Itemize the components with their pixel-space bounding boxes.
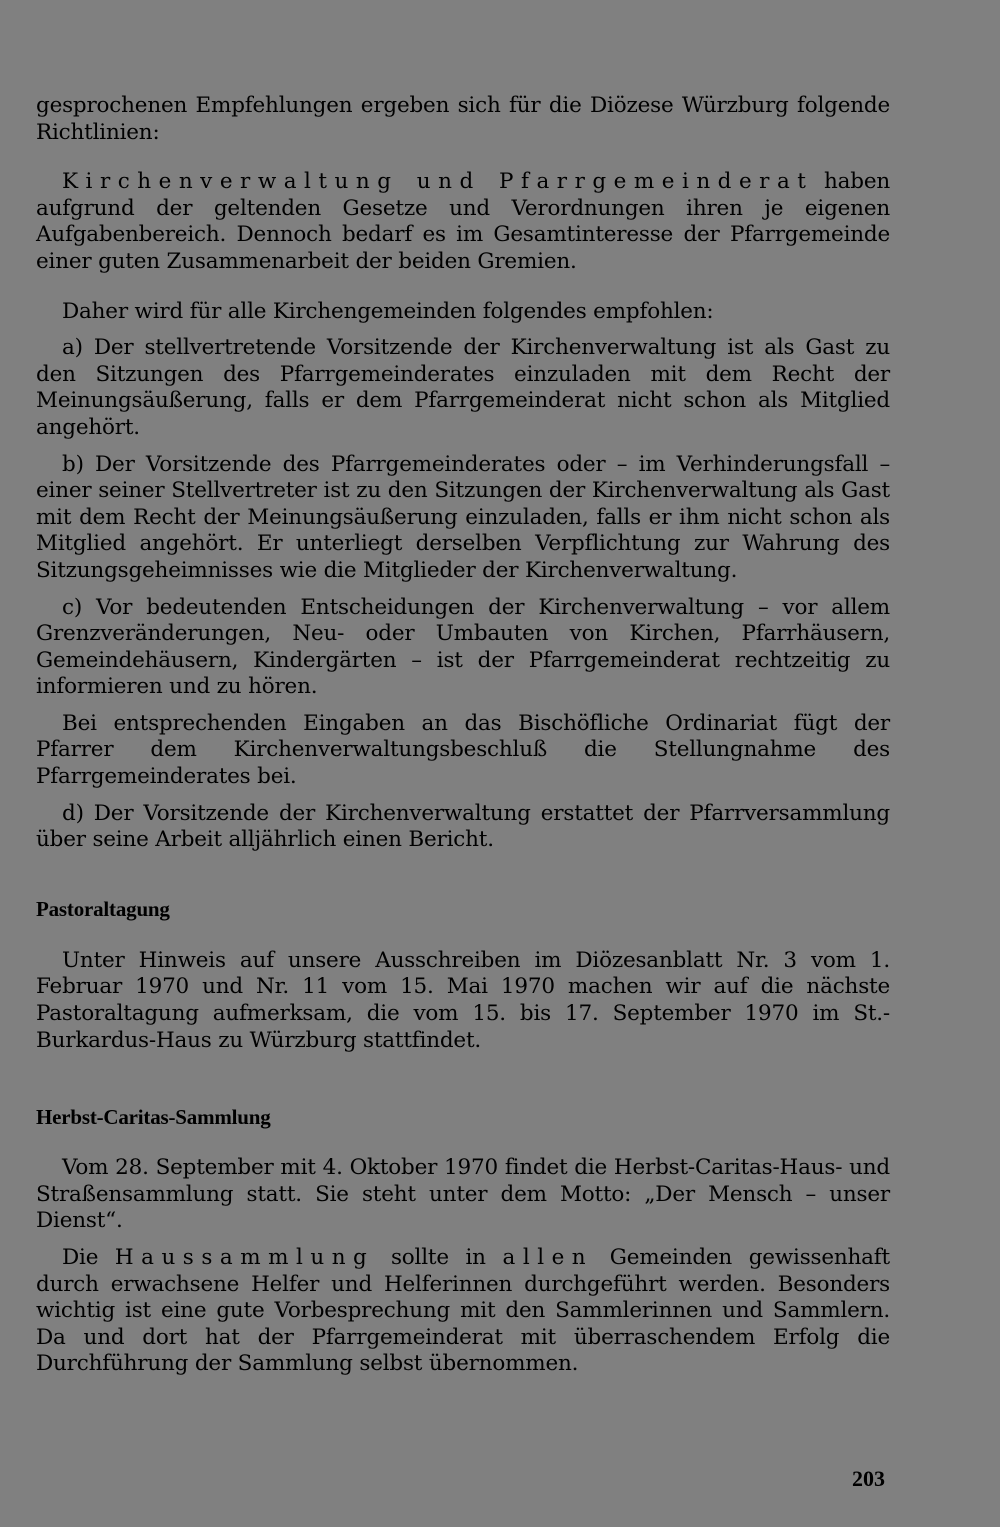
spaced-emphasis: allen	[502, 1245, 594, 1270]
paragraph-d: d) Der Vorsitzende der Kirchenverwaltung erstattet der Pfarrversammlung über seine Arbeit alljährlich einen Bericht.	[36, 800, 890, 853]
paragraph-haussammlung	[36, 1245, 890, 1378]
section-heading-caritas: Herbst-Caritas-Sammlung	[36, 1105, 271, 1130]
spaced-emphasis: Haussammlung	[114, 1245, 375, 1270]
paragraph-pastoraltagung: Unter Hinweis auf unsere Ausschreiben im Diözesanblatt Nr. 3 vom 1. Februar 1970 und Nr. 11 vom 15. Mai 1970 machen wir auf die nächste Pastoraltagung aufmerksam, die vom 15. bis 17. September 1970 im St.-Burkardus-Haus zu Würzburg stattfindet.	[36, 947, 890, 1053]
paragraph-text: sollte in	[374, 1245, 503, 1270]
paragraph-text: haben aufgrund der geltenden Gesetze und Verordnungen ihren je eigenen Aufgabenbereich. Dennoch bedarf es im Gesamtinteresse der Pfarrgemeinde einer guten Zusammenarbeit der beiden Gremien.	[36, 169, 890, 274]
section-heading-pastoraltagung: Pastoraltagung	[36, 896, 170, 921]
paragraph-text: Gemeinden gewissenhaft durch erwachsene Helfer und Helferinnen durchgeführt werden. Besonders wichtig ist eine gute Vorbesprechung mit den Sammlerinnen und Sammlern. Da und dort hat der Pfarrgemeinderat mit überraschendem Erfolg die Durchführung der Sammlung selbst übernommen.	[36, 1245, 890, 1377]
document-page	[36, 93, 890, 1378]
paragraph-empfohlen: Daher wird für alle Kirchengemeinden folgendes empfohlen:	[62, 298, 714, 324]
page-number: 203	[852, 1466, 885, 1491]
paragraph-b: b) Der Vorsitzende des Pfarrgemeinderates oder – im Verhinderungsfall – einer seiner Stellvertreter ist zu den Sitzungen der Kirchenverwaltung als Gast mit dem Recht der Meinungsäußerung einzuladen, falls er ihm nicht schon als Mitglied angehört. Er unterliegt derselben Verpflichtung zur Wahrung des Sitzungsgeheimnisses wie die Mitglieder der Kirchenverwaltung.	[36, 451, 890, 583]
paragraph-c: c) Vor bedeutenden Entscheidungen der Kirchenverwaltung – vor allem Grenzveränderungen, Neu- oder Umbauten von Kirchen, Pfarrhäusern, Gemeindehäusern, Kindergärten – ist der Pfarrgemeinderat rechtzeitig zu informieren und zu hören.	[36, 594, 890, 700]
paragraph-caritas-termin: Vom 28. September mit 4. Oktober 1970 findet die Herbst-Caritas-Haus- und Straßensammlung statt. Sie steht unter dem Motto: „Der Mensch – unser Dienst“.	[36, 1155, 890, 1234]
paragraph-a: a) Der stellvertretende Vorsitzende der Kirchenverwaltung ist als Gast zu den Sitzungen des Pfarrgemeinderates einzuladen mit dem Recht der Meinungsäußerung, falls er dem Pfarrgemeinderat nicht schon als Mitglied angehört.	[36, 335, 890, 440]
spaced-emphasis: Kirchenverwaltung und Pfarrgemeinderat	[62, 169, 814, 195]
paragraph-eingaben: Bei entsprechenden Eingaben an das Bischöfliche Ordinariat fügt der Pfarrer dem Kirchenverwaltungsbeschluß die Stellungnahme des Pfarrgemeinderates bei.	[36, 710, 890, 790]
paragraph-kirchenverwaltung	[36, 169, 890, 275]
paragraph-intro: gesprochenen Empfehlungen ergeben sich für die Diözese Würzburg folgende Richtlinien:	[36, 93, 890, 145]
paragraph-text: Die	[62, 1245, 115, 1270]
